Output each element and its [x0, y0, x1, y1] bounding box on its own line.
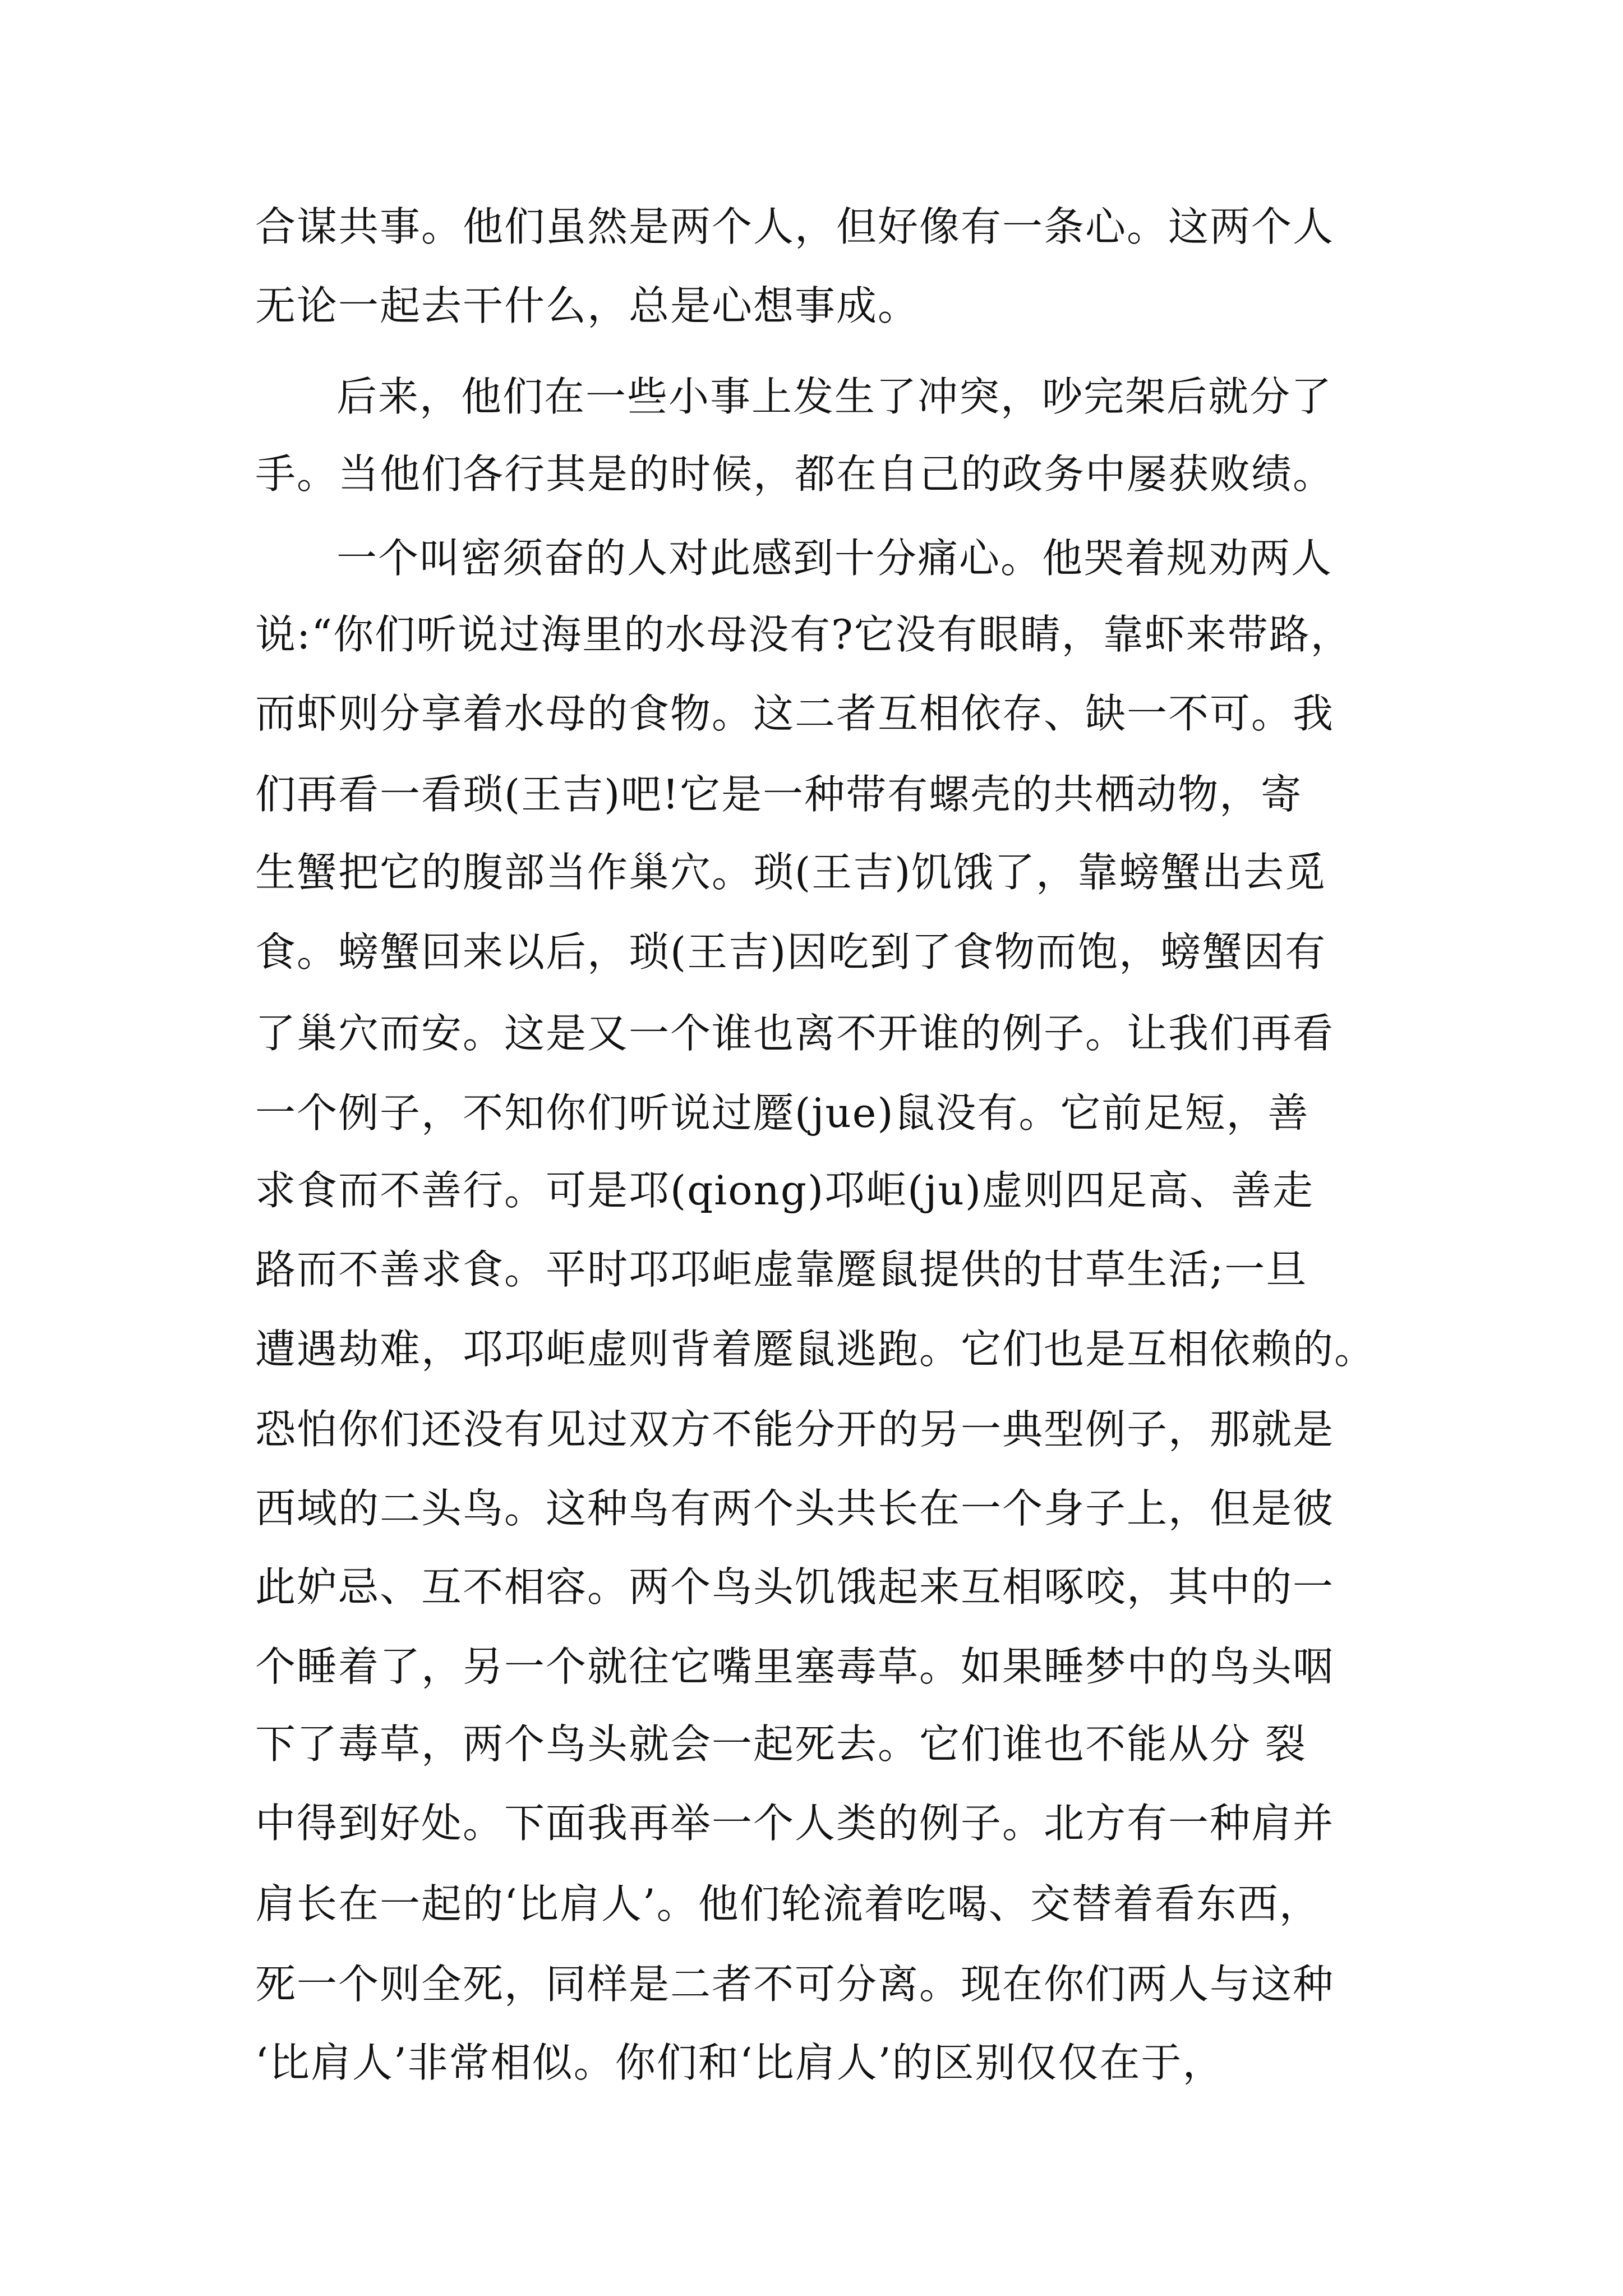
text-line: 生蟹把它的腹部当作巢穴。琐(王吉)饥饿了，靠螃蟹出去觅 [255, 849, 1327, 896]
text-line: 们再看一看琐(王吉)吧!它是一种带有螺壳的共栖动物，寄 [255, 771, 1303, 818]
text-line: 恐怕你们还没有见过双方不能分开的另一典型例子，那就是 [255, 1406, 1335, 1453]
paragraph-start-line: 一个叫密须奋的人对此感到十分痛心。他哭着规劝两人 [336, 535, 1333, 582]
text-line: ‘比肩人’非常相似。你们和‘比肩人’的区别仅仅在于， [255, 2039, 1224, 2086]
text-line: 说:“你们听说过海里的水母没有?它没有眼睛，靠虾来带路， [255, 611, 1352, 658]
text-line: 求食而不善行。可是邛(qiong)邛岠(ju)虚则四足高、善走 [255, 1167, 1314, 1214]
text-line: 中得到好处。下面我再举一个人类的例子。北方有一种肩并 [255, 1800, 1335, 1847]
text-line: 合谋共事。他们虽然是两个人，但好像有一条心。这两个人 [255, 203, 1335, 250]
text-line: 了巢穴而安。这是又一个谁也离不开谁的例子。让我们再看 [255, 1010, 1335, 1057]
text-line: 死一个则全死，同样是二者不可分离。现在你们两人与这种 [255, 1961, 1335, 2008]
text-line: 无论一起去干什么，总是心想事成。 [255, 282, 920, 329]
text-line: 而虾则分享着水母的食物。这二者互相依存、缺一不可。我 [255, 690, 1335, 737]
paragraph-start-line: 后来，他们在一些小事上发生了冲突，吵完架后就分了 [336, 373, 1333, 420]
text-line: 此妒忌、互不相容。两个鸟头饥饿起来互相啄咬，其中的一 [255, 1563, 1335, 1611]
text-line: 一个例子，不知你们听说过蹷(jue)鼠没有。它前足短，善 [255, 1089, 1310, 1137]
text-line: 下了毒草，两个鸟头就会一起死去。它们谁也不能从分 裂 [255, 1720, 1307, 1768]
text-line: 手。当他们各行其是的时候，都在自己的政务中屡获败绩。 [255, 450, 1335, 498]
text-line: 肩长在一起的‘比肩人’。他们轮流着吃喝、交替着看东西， [255, 1880, 1321, 1927]
text-line: 路而不善求食。平时邛邛岠虚靠蹷鼠提供的甘草生活;一旦 [255, 1246, 1308, 1293]
text-line: 个睡着了，另一个就往它嘴里塞毒草。如果睡梦中的鸟头咽 [255, 1643, 1335, 1690]
text-line: 遭遇劫难，邛邛岠虚则背着蹷鼠逃跑。它们也是互相依赖的。 [255, 1326, 1376, 1373]
text-line: 西域的二头鸟。这种鸟有两个头共长在一个身子上，但是彼 [255, 1485, 1335, 1532]
text-line: 食。螃蟹回来以后，琐(王吉)因吃到了食物而饱，螃蟹因有 [255, 928, 1327, 976]
